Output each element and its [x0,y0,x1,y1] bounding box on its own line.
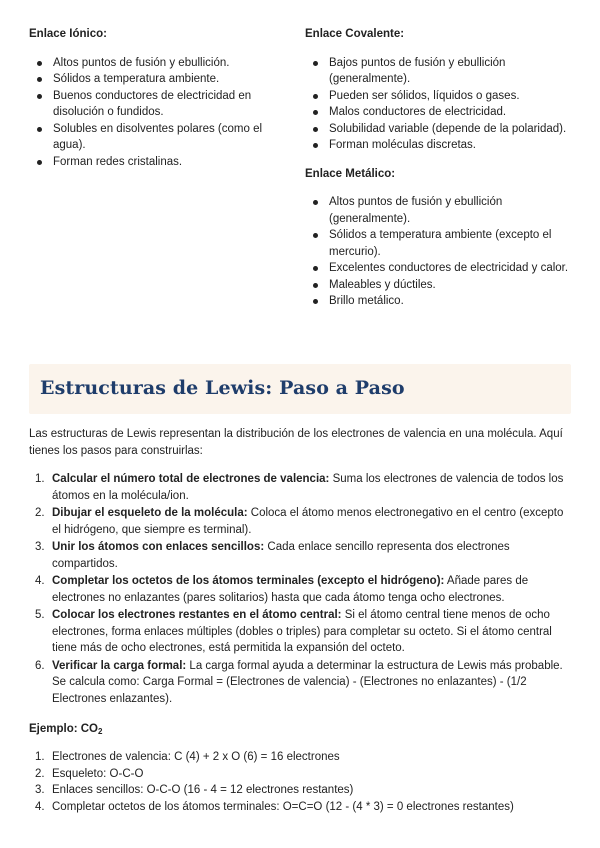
list-item: Solubilidad variable (depende de la polaridad). [329,121,573,138]
metallic-heading: Enlace Metálico: [305,167,396,180]
ionic-list [29,55,284,171]
list-item: Maleables y dúctiles. [329,277,573,294]
step-text: Cada enlace sencillo representa dos electrones compartidos. [52,541,510,570]
list-item: Altos puntos de fusión y ebullición. [53,55,284,72]
lewis-intro [29,426,574,459]
step-title: Dibujar el esqueleto de la molécula: [52,507,248,519]
list-item: Forman redes cristalinas. [53,154,284,171]
step-text: Coloca el átomo menos electronegativo en el centro (excepto el hidrógeno, que siempre es terminal). [52,507,564,536]
step-title: Unir los átomos con enlaces sencillos: [52,541,265,553]
example-list [29,749,574,815]
step-text: Suma los electrones de valencia de todos los átomos en la molécula/ion. [52,473,564,502]
metallic-list [305,194,573,310]
list-item: Sólidos a temperatura ambiente. [53,71,284,88]
intro-paragraph: Las estructuras de Lewis representan la distribución de los electrones de valencia en una molécula. Aquí tienes los pasos para construirlas: [29,428,563,457]
step-title: Completar los octetos de los átomos terminales (excepto el hidrógeno): [52,575,445,587]
list-item: Sólidos a temperatura ambiente (excepto el mercurio). [329,227,573,260]
lewis-title: Estructuras de Lewis: Paso a Paso [40,377,405,399]
list-item: Pueden ser sólidos, líquidos o gases. [329,88,573,105]
ionic-heading: Enlace Iónico: [29,28,107,40]
step-text: Si el átomo central tiene menos de ocho electrones, forma enlaces múltiples (dobles o triples) para completar su octeto. Si el átomo central tiene más de ocho electrones, está permitida la expansión del octeto. [52,609,552,654]
list-item: Altos puntos de fusión y ebullición (generalmente). [329,194,573,227]
example-heading [29,721,102,741]
list-item: Brillo metálico. [329,293,573,310]
covalent-metallic-section [305,26,573,310]
ionic-bond-section [29,26,284,170]
step-item [52,607,574,657]
step-item [52,658,574,708]
list-item: Buenos conductores de electricidad en disolución o fundidos. [53,88,284,121]
step-item [52,471,574,504]
list-item: Malos conductores de electricidad. [329,104,573,121]
list-item: Esqueleto: O-C-O [52,767,144,780]
step-item [52,539,574,572]
step-title: Calcular el número total de electrones de valencia: [52,473,330,485]
list-item: Forman moléculas discretas. [329,137,573,154]
list-item: Completar octetos de los átomos terminales: O=C=O (12 - (4 * 3) = 0 electrones restantes) [52,800,514,813]
steps-list [29,471,574,707]
list-item: Solubles en disolventes polares (como el agua). [53,121,284,154]
list-item: Excelentes conductores de electricidad y calor. [329,260,573,277]
step-text: La carga formal ayuda a determinar la estructura de Lewis más probable. Se calcula como: Carga Formal = (Electrones de valencia) - (Electrones no enlazantes) - (1/2 Electrones enlazantes). [52,659,563,705]
list-item: Electrones de valencia: C (4) + 2 x O (6) = 16 electrones [52,751,340,763]
example-subscript: 2 [98,727,103,736]
step-text: Añade pares de electrones no enlazantes (pares solitarios) hasta que cada átomo tenga ocho electrones. [52,575,529,604]
covalent-list [305,55,573,154]
covalent-heading: Enlace Covalente: [305,28,405,40]
lewis-steps [29,471,574,708]
example-label: Ejemplo: CO [29,723,99,735]
step-title: Colocar los electrones restantes en el átomo central: [52,609,342,621]
step-title: Verificar la carga formal: [52,659,187,672]
step-item [52,505,574,538]
step-item [52,573,574,606]
lewis-title-banner [29,364,571,414]
example-steps [29,749,574,815]
list-item: Bajos puntos de fusión y ebullición (generalmente). [329,55,573,88]
list-item: Enlaces sencillos: O-C-O (16 - 4 = 12 electrones restantes) [52,784,354,796]
